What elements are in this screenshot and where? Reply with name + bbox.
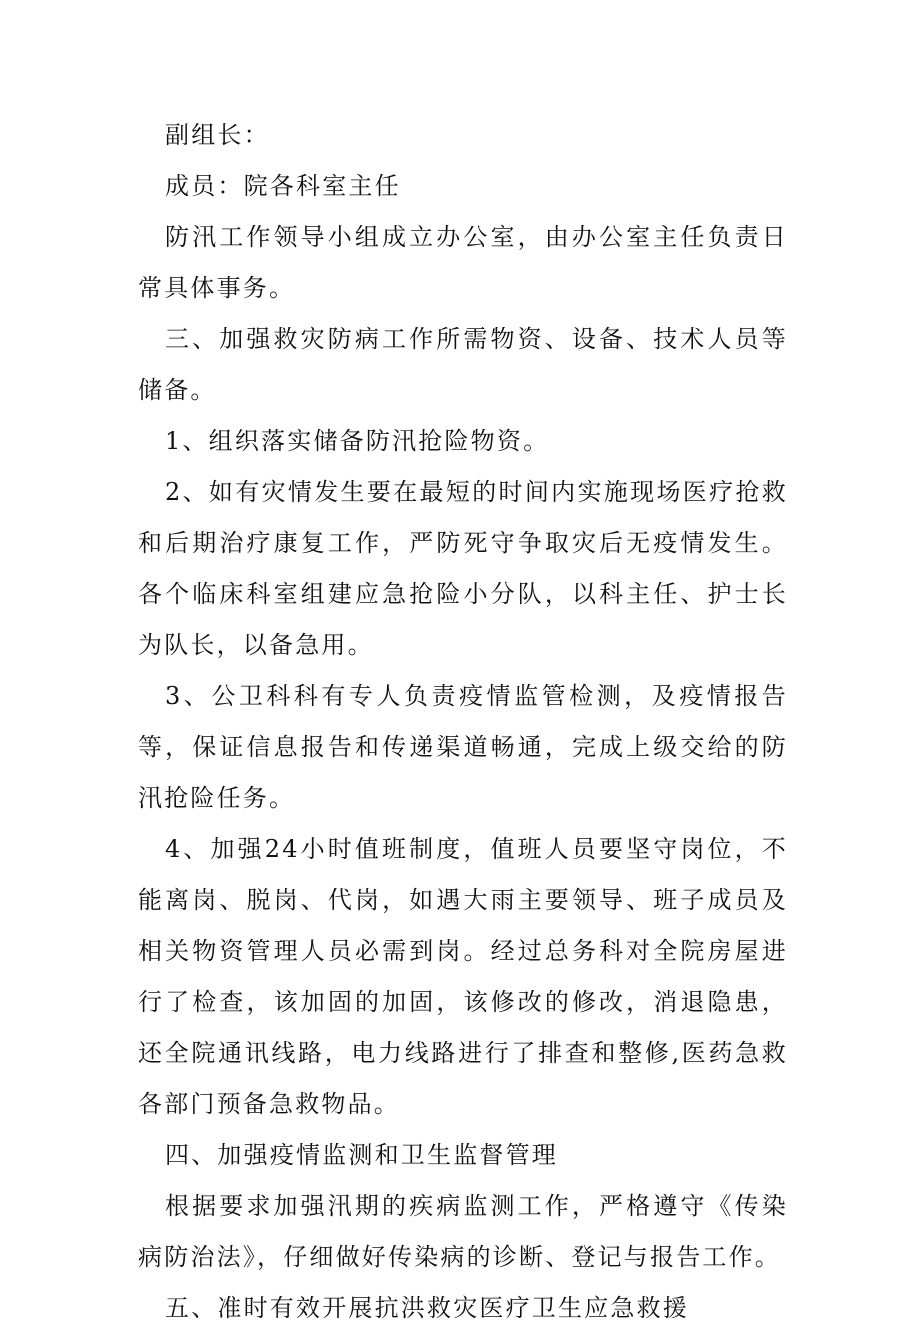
paragraph-office: 防汛工作领导小组成立办公室，由办公室主任负责日常具体事务。 <box>138 223 788 302</box>
paragraph-item-3: 3、公卫科科有专人负责疫情监管检测，及疫情报告等，保证信息报告和传递渠道畅通，完成上级交给的防汛抢险任务。 <box>138 682 788 812</box>
paragraph-item-2: 2、如有灾情发生要在最短的时间内实施现场医疗抢救和后期治疗康复工作，严防死守争取灾后无疫情发生。各个临床科室组建应急抢险小分队，以科主任、护士长为队长，以备急用。 <box>138 478 788 659</box>
section-heading-3: 三、加强救灾防病工作所需物资、设备、技术人员等储备。 <box>138 325 788 404</box>
document-body <box>138 110 788 1334</box>
section-heading-4: 四、加强疫情监测和卫生监督管理 <box>165 1141 558 1169</box>
paragraph-item-4: 4、加强24小时值班制度，值班人员要坚守岗位，不能离岗、脱岗、代岗，如遇大雨主要领导、班子成员及相关物资管理人员必需到岗。经过总务科对全院房屋进行了检查，该加固的加固，该修改的修改，消退隐患，还全院通讯线路，电力线路进行了排查和整修,医药急救各部门预备急救物品。 <box>138 835 788 1118</box>
section-heading-5: 五、准时有效开展抗洪救灾医疗卫生应急救援 <box>165 1294 689 1322</box>
paragraph-item-1: 1、组织落实储备防汛抢险物资。 <box>165 427 550 455</box>
paragraph-deputy-leader: 副组长： <box>165 121 270 149</box>
paragraph-monitoring: 根据要求加强汛期的疾病监测工作，严格遵守《传染病防治法》，仔细做好传染病的诊断、登记与报告工作。 <box>138 1192 788 1271</box>
paragraph-members: 成员：院各科室主任 <box>165 172 401 200</box>
